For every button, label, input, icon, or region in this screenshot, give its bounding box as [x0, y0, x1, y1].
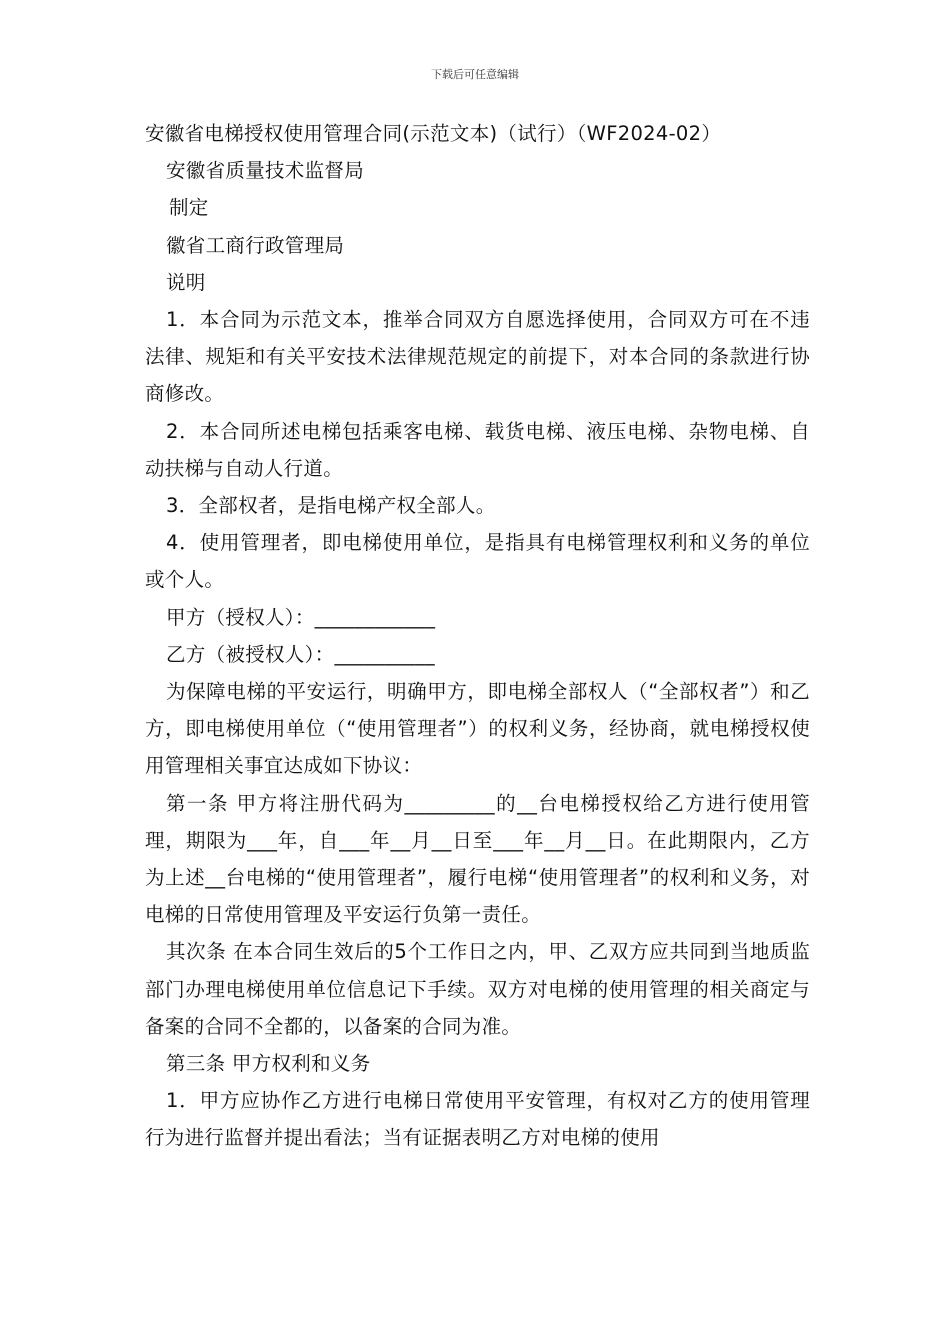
- article-3-item-1: 1．甲方应协作乙方进行电梯日常使用平安管理，有权对乙方的使用管理行为进行监督并提出看法；当有证据表明乙方对电梯的使用: [145, 1089, 810, 1150]
- issuer-action: 制定: [169, 196, 209, 220]
- document-body: [145, 115, 810, 1157]
- note-paragraph-3: 3．全部权者，是指电梯产权全部人。: [166, 494, 496, 518]
- issuer-line-2: 徽省工商行政管理局: [166, 233, 345, 257]
- preamble-paragraph: 为保障电梯的平安运行，明确甲方，即电梯全部权人（“全部权者”）和乙方，即电梯使用单位（“使用管理者”）的权利义务，经协商，就电梯授权使用管理相关事宜达成如下协议：: [145, 680, 810, 778]
- document-title: 安徽省电梯授权使用管理合同(示范文本)（试行）（WF2024-02）: [145, 122, 722, 145]
- party-b-line: 乙方（被授权人）：__________: [166, 642, 435, 666]
- page-header-note: 下载后可任意编辑: [431, 68, 519, 81]
- note-paragraph-4: 4．使用管理者，即电梯使用单位，是指具有电梯管理权利和义务的单位或个人。: [145, 531, 810, 592]
- article-1-paragraph: 第一条 甲方将注册代码为_________的__台电梯授权给乙方进行使用管理，期限为___年，自___年__月__日至___年__月__日。在此期限内，乙方为上述__台电梯的“使用管理者”，履行电梯“使用管理者”的权利和义务，对电梯的日常使用管理及平安运行负第一责任。: [145, 791, 810, 927]
- article-2-paragraph: 其次条 在本合同生效后的5个工作日之内，甲、乙双方应共同到当地质监部门办理电梯使用单位信息记下手续。双方对电梯的使用管理的相关商定与备案的合同不全都的，以备案的合同为准。: [145, 940, 810, 1038]
- article-3-heading: 第三条 甲方权利和义务: [166, 1052, 371, 1076]
- party-a-line: 甲方（授权人）：____________: [166, 605, 436, 629]
- explanation-heading: 说明: [166, 270, 206, 294]
- issuer-line-1: 安徽省质量技术监督局: [166, 159, 365, 183]
- note-paragraph-1: 1．本合同为示范文本，推举合同双方自愿选择使用，合同双方可在不违法律、规矩和有关平安技术法律规范规定的前提下，对本合同的条款进行协商修改。: [145, 308, 810, 406]
- note-paragraph-2: 2．本合同所述电梯包括乘客电梯、载货电梯、液压电梯、杂物电梯、自动扶梯与自动人行道。: [145, 419, 810, 480]
